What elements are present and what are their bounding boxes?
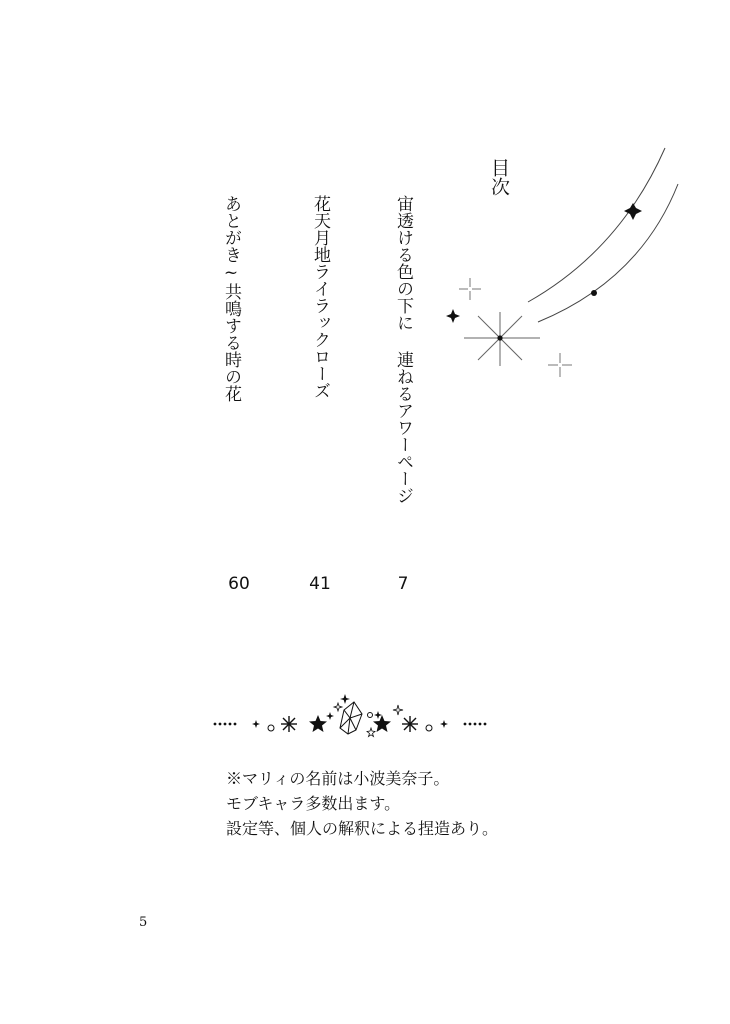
sparkle-star-icon: [624, 203, 642, 220]
toc-item-page: 7: [397, 574, 409, 594]
sparkle-star-icon: [446, 309, 460, 323]
star-burst-icon: [281, 716, 297, 732]
toc-item-page: 41: [309, 574, 331, 594]
note-line: 設定等、個人の解釈による捏造あり。: [226, 819, 499, 838]
dot-icon: [591, 290, 597, 296]
toc-title: 目次: [488, 158, 510, 196]
moon-icon: [354, 728, 370, 746]
notes-block: [226, 766, 498, 841]
cross-sparkle-icon: [459, 278, 572, 377]
crystal-icon: [340, 702, 362, 734]
toc-item-title: 花天月地ライラックローズ: [310, 195, 330, 399]
note-line: ※マリィの名前は小波美奈子。: [226, 769, 450, 788]
star-burst-icon: [402, 716, 418, 732]
note-line: モブキャラ多数出ます。: [226, 794, 401, 813]
star-icon: [309, 715, 327, 732]
ornament-divider: [210, 690, 500, 750]
toc-item-title: 宙透ける色の下に 連ねるアワーページ: [393, 195, 413, 504]
shooting-star-decoration: [440, 140, 700, 400]
star-icon: [373, 715, 391, 732]
toc-item-title: あとがき~共鳴する時の花: [221, 195, 241, 402]
page-number: 5: [139, 915, 148, 930]
toc-item-page: 60: [228, 574, 250, 594]
